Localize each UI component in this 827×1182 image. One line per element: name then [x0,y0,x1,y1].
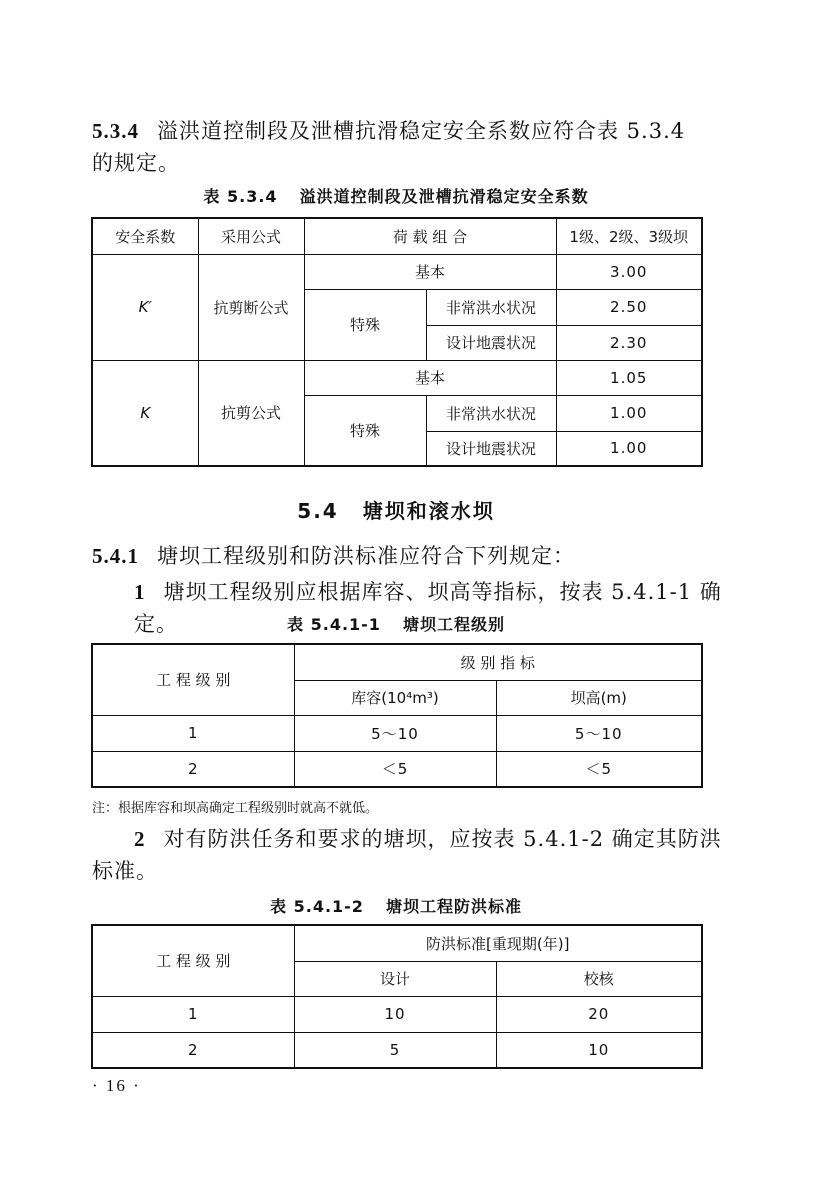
load-basic: 基本 [304,254,556,289]
clause-number: 5.4.1 [92,544,139,568]
header-grade: 工 程 级 别 [92,644,294,715]
section-5-4-heading [92,495,700,524]
caption-number: 表 5.4.1-1 [287,615,381,634]
header-indicator: 级 别 指 标 [294,644,702,680]
table-5-3-4 [91,217,703,467]
section-title: 塘坝和滚水坝 [362,499,495,523]
condition-cell: 非常洪水状况 [426,395,556,431]
header-load-combination: 荷 载 组 合 [304,218,556,254]
grade-cell: 1 [92,996,294,1032]
table-5-4-1-1-caption [92,612,700,635]
check-cell: 20 [496,996,702,1032]
load-special: 特殊 [304,395,426,466]
value-cell: 1.00 [556,431,702,466]
value-cell: 2.30 [556,325,702,360]
item-2-continuation: 标准。 [92,859,158,883]
value-cell: 1.00 [556,395,702,431]
header-height: 坝高(m) [496,680,702,715]
header-standard: 防洪标准[重现期(年)] [294,925,702,961]
value-cell: 3.00 [556,254,702,289]
item-text-line1: 对有防洪任务和要求的塘坝，应按表 5.4.1-2 确定其防洪 [163,827,722,851]
design-cell: 10 [294,996,496,1032]
clause-5-3-4 [92,115,732,147]
value-cell: 2.50 [556,289,702,325]
grade-cell: 2 [92,751,294,787]
coefficient-k-prime: K′ [92,254,198,360]
caption-title: 塘坝工程级别 [402,615,505,634]
item-2 [134,823,734,855]
page-number: · 16 · [92,1076,141,1095]
condition-cell: 设计地震状况 [426,431,556,466]
grade-cell: 1 [92,715,294,751]
coefficient-k: K [92,360,198,466]
caption-title: 溢洪道控制段及泄槽抗滑稳定安全系数 [299,187,589,206]
clause-number: 5.3.4 [92,119,139,143]
header-design: 设计 [294,961,496,996]
check-cell: 10 [496,1032,702,1068]
item-number: 2 [134,827,146,851]
height-cell: ＜5 [496,751,702,787]
condition-cell: 设计地震状况 [426,325,556,360]
formula-shear: 抗剪公式 [198,360,304,466]
header-capacity: 库容(10⁴m³) [294,680,496,715]
clause-5-4-1 [92,540,732,572]
condition-cell: 非常洪水状况 [426,289,556,325]
header-formula: 采用公式 [198,218,304,254]
header-check: 校核 [496,961,702,996]
clause-5-3-4-continuation: 的规定。 [92,151,180,175]
table-5-4-1-2-caption [92,894,700,917]
grade-cell: 2 [92,1032,294,1068]
header-coefficient: 安全系数 [92,218,198,254]
caption-number: 表 5.3.4 [203,187,278,206]
capacity-cell: 5～10 [294,715,496,751]
load-basic: 基本 [304,360,556,395]
section-number: 5.4 [297,499,339,523]
caption-title: 塘坝工程防洪标准 [385,897,522,916]
capacity-cell: ＜5 [294,751,496,787]
caption-number: 表 5.4.1-2 [270,897,364,916]
table-5-3-4-caption [92,184,700,207]
clause-text-line1: 溢洪道控制段及泄槽抗滑稳定安全系数应符合表 5.3.4 [157,119,686,143]
load-special: 特殊 [304,289,426,360]
item-number: 1 [134,580,146,604]
design-cell: 5 [294,1032,496,1068]
table-5-4-1-1 [91,643,703,788]
formula-shear-fracture: 抗剪断公式 [198,254,304,360]
item-text: 塘坝工程级别应根据库容、坝高等指标，按表 5.4.1-1 确定。 [134,580,722,636]
table-note: 注：根据库容和坝高确定工程级别时就高不就低。 [92,801,379,816]
height-cell: 5～10 [496,715,702,751]
clause-text: 塘坝工程级别和防洪标准应符合下列规定： [157,544,575,568]
value-cell: 1.05 [556,360,702,395]
header-grade: 工 程 级 别 [92,925,294,996]
header-grade: 1级、2级、3级坝 [556,218,702,254]
table-5-4-1-2 [91,924,703,1069]
